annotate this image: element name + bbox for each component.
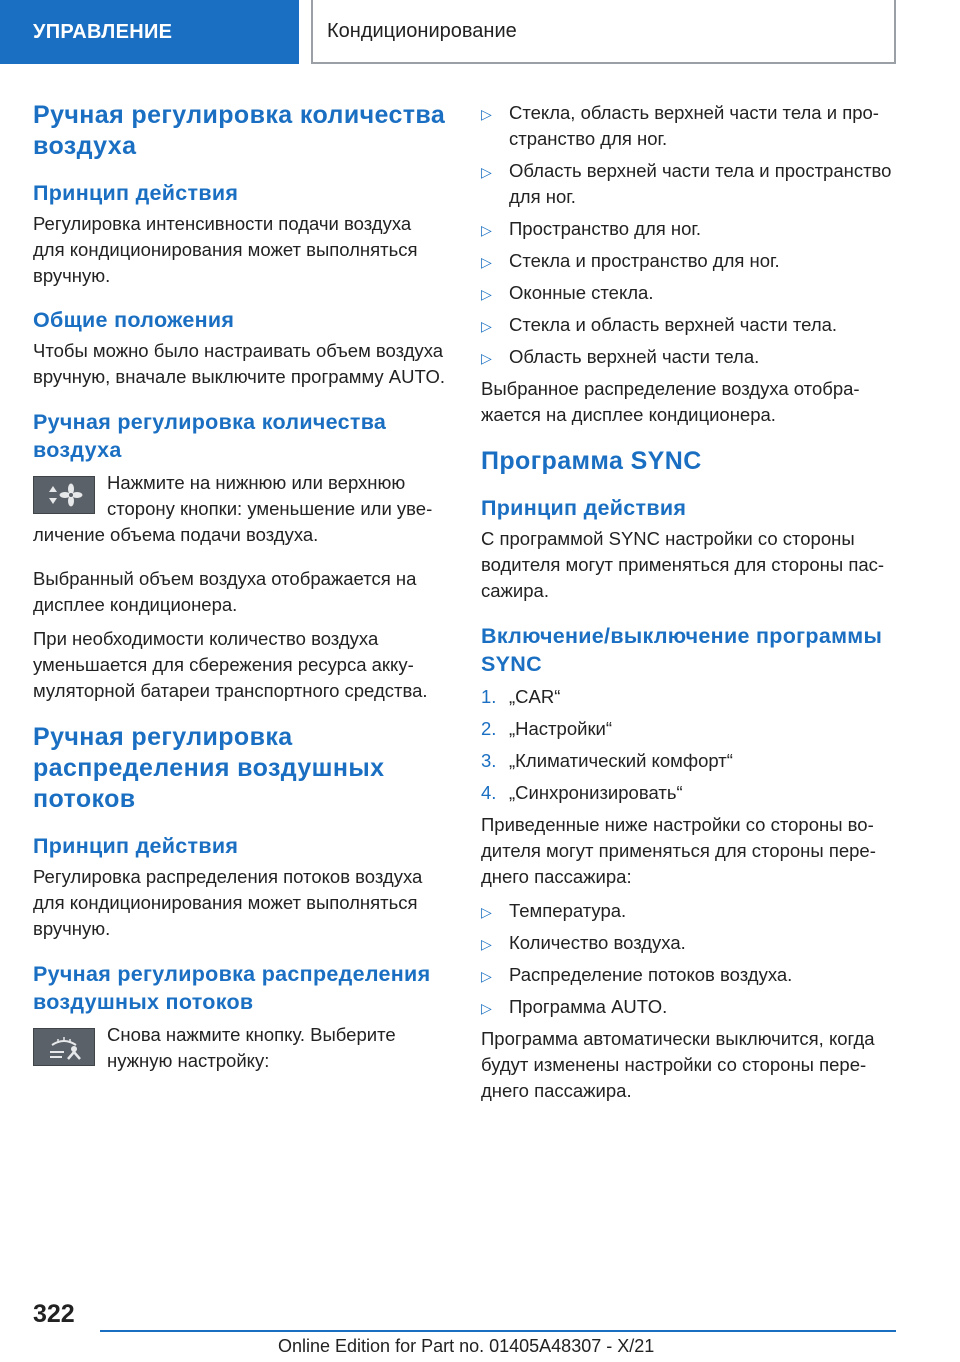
title-air-quantity: Ручная регулировка количества воздуха [33, 101, 446, 160]
heading-manual-quantity: Ручная регулировка количества воздуха [33, 410, 387, 462]
left-column [33, 100, 447, 1074]
list-item [481, 748, 897, 774]
heading-principle-sync: Принцип действия [481, 496, 687, 520]
triangle-right-icon: ▷ [481, 1000, 492, 1016]
step-number: 4. [481, 782, 497, 803]
title-sync: Программа SYNC [481, 447, 702, 475]
heading-manual-distribution: Ручная регулировка распределения воздушных потоков [33, 962, 431, 1014]
text-general: Чтобы можно было настраивать объем воздуха вручную, вначале выключите программу AUTO. [33, 340, 446, 387]
triangle-right-icon: ▷ [481, 318, 492, 334]
list-item-text: Область верхней части тела. [509, 346, 760, 367]
step-text: „Климатический комфорт“ [509, 750, 733, 771]
triangle-right-icon: ▷ [481, 254, 492, 270]
list-item-text: Оконные стекла. [509, 282, 654, 303]
list-item-text: Область верхней части тела и пространство для ног. [509, 160, 892, 207]
fan-button-instruction [33, 470, 447, 548]
triangle-right-icon: ▷ [481, 286, 492, 302]
fan-icon [33, 476, 95, 514]
triangle-right-icon: ▷ [481, 904, 492, 920]
list-item [481, 312, 897, 338]
list-item-text: Стекла, область верхней части тела и пространство для ног. [509, 102, 879, 149]
heading-sync-toggle: Включение/выключение программы SYNC [481, 624, 883, 676]
triangle-right-icon: ▷ [481, 350, 492, 366]
text-after-steps: Приведенные ниже настройки со стороны водителя могут применяться для стороны переднего пассажира: [481, 814, 876, 887]
distribution-options-list [481, 100, 897, 370]
list-item-text: Стекла и область верхней части тела. [509, 314, 838, 335]
right-column [481, 100, 897, 1104]
step-number: 3. [481, 750, 497, 771]
section-tab: УПРАВЛЕНИЕ [0, 0, 299, 64]
triangle-right-icon: ▷ [481, 222, 492, 238]
list-item [481, 994, 897, 1020]
list-item [481, 248, 897, 274]
list-item-text: Пространство для ног. [509, 218, 702, 239]
step-text: „CAR“ [509, 686, 561, 707]
step-text: „Синхронизировать“ [509, 782, 683, 803]
air-distribution-icon [33, 1028, 95, 1066]
heading-general: Общие положения [33, 308, 235, 332]
list-item [481, 898, 897, 924]
list-item [481, 158, 897, 210]
triangle-right-icon: ▷ [481, 968, 492, 984]
list-item [481, 780, 897, 806]
chapter-title: Кондиционирование [327, 20, 517, 42]
sync-items-list [481, 898, 897, 1020]
triangle-right-icon: ▷ [481, 936, 492, 952]
footer-edition: Online Edition for Part no. 01405A48307 - X/21 [278, 1336, 655, 1356]
text-principle: Регулировка интенсивности подачи воздуха для кондиционирования может выполняться вручную. [33, 213, 418, 286]
list-item [481, 962, 897, 988]
chapter-header [311, 0, 896, 64]
list-item [481, 100, 897, 152]
list-item [481, 716, 897, 742]
distribution-button-instruction [33, 1022, 447, 1074]
triangle-right-icon: ▷ [481, 106, 492, 122]
text-principle-2: Регулировка распределения потоков воздуха для кондиционирования может выполняться вручную. [33, 866, 423, 939]
list-item-text: Количество воздуха. [509, 932, 686, 953]
list-item [481, 280, 897, 306]
list-item-text: Программа AUTO. [509, 996, 668, 1017]
heading-principle: Принцип действия [33, 181, 239, 205]
text-battery-note: При необходимости количество воздуха уменьшается для сбережения ресурса аккумуляторной батареи транспортного средства. [33, 628, 428, 701]
sync-steps-list [481, 684, 897, 806]
list-item-text: Стекла и пространство для ног. [509, 250, 780, 271]
step-number: 1. [481, 686, 497, 707]
triangle-right-icon: ▷ [481, 164, 492, 180]
text-selected-quantity: Выбранный объем воздуха отображается на дисплее кондиционера. [33, 568, 417, 615]
list-item [481, 344, 897, 370]
text-sync-principle: С программой SYNC настройки со стороны водителя могут применяться для стороны пассажира. [481, 528, 885, 601]
text-fan-button: Нажмите на нижнюю или верхнюю сторону кнопки: уменьшение или увеличение объема подачи воздуха. [33, 472, 433, 545]
list-item-text: Распределение потоков воздуха. [509, 964, 793, 985]
list-item [481, 930, 897, 956]
title-air-distribution: Ручная регулировка распределения воздушных потоков [33, 723, 385, 813]
step-text: „Настройки“ [509, 718, 613, 739]
text-after-options: Выбранное распределение воздуха отображается на дисплее кондиционера. [481, 378, 860, 425]
list-item [481, 216, 897, 242]
footer-divider [100, 1330, 896, 1332]
list-item [481, 684, 897, 710]
page-number: 322 [33, 1300, 75, 1328]
text-sync-final: Программа автоматически выключится, когда будут изменены настройки со стороны переднего пассажира. [481, 1028, 875, 1101]
text-distribution-button: Снова нажмите кнопку. Выберите нужную настройку: [107, 1024, 396, 1071]
heading-principle-2: Принцип действия [33, 834, 239, 858]
list-item-text: Температура. [509, 900, 627, 921]
step-number: 2. [481, 718, 497, 739]
